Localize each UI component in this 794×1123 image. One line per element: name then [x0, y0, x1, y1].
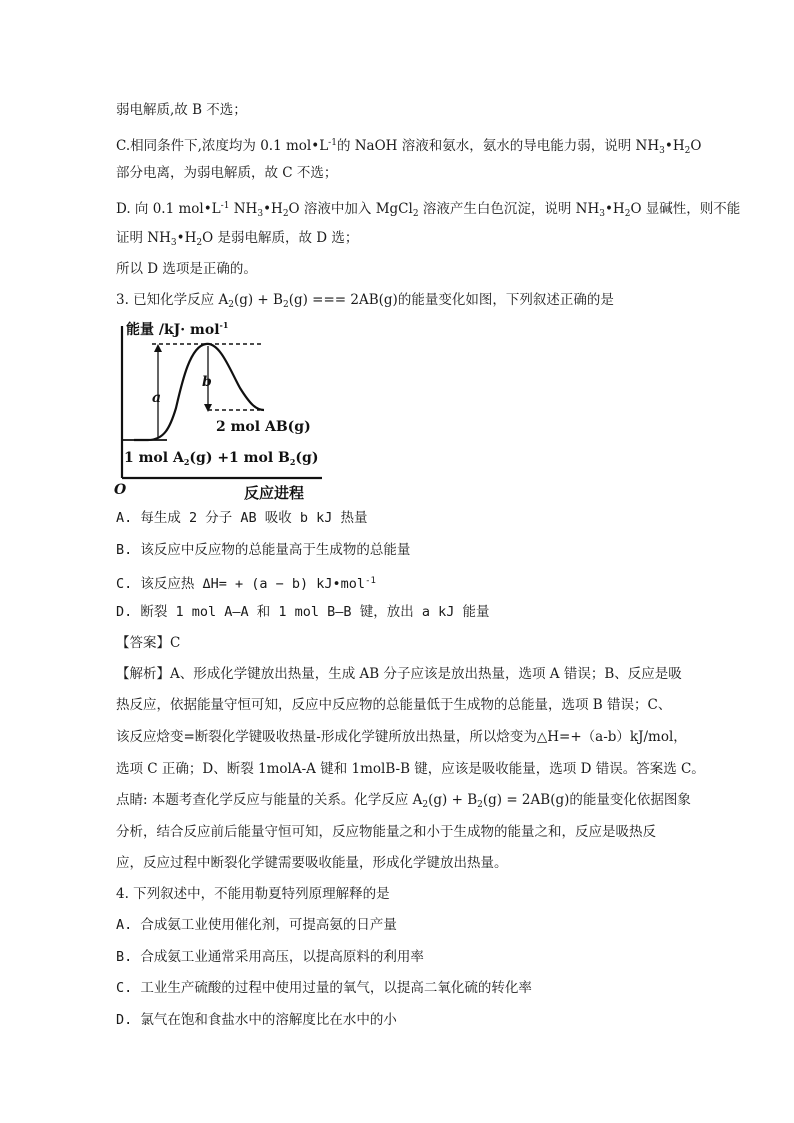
label-b: b — [202, 374, 212, 390]
x-axis-label: 反应进程 — [244, 484, 305, 502]
text-line-6: 所以 D 选项是正确的。 — [116, 261, 257, 277]
explanation-line-3: 该反应焓变=断裂化学键吸收热量-形成化学键所放出热量，所以焓变为△H=+（a-b）kJ/mol， — [116, 729, 687, 745]
note-line-2: 分析，结合反应前后能量守恒可知，反应物能量之和小于生成物的能量之和，反应是吸热反 — [116, 824, 656, 840]
note-line-1: 点睛: 本题考查化学反应与能量的关系。化学反应 $A_2(g) + B_2(g) = 2AB(g)$的能量变化依据图象 — [116, 792, 691, 810]
question-3-stem: 3. 已知化学反应 $A_2(g) + B_2(g)$ === 2AB(g)的能量变化如图，下列叙述正确的是 — [116, 292, 614, 310]
energy-diagram — [112, 316, 332, 504]
text-line-3: 部分电离，为弱电解质，故 C 不选； — [116, 165, 338, 181]
option-4b: B. 合成氨工业通常采用高压，以提高原料的利用率 — [116, 949, 424, 965]
explanation-line-4: 选项 C 正确；D、断裂 1molA-A 键和 1molB-B 键，应该是吸收能量，选项 D 错误。答案选 C。 — [116, 761, 705, 777]
option-4a: A. 合成氨工业使用催化剂，可提高氨的日产量 — [116, 917, 397, 933]
explanation-line-2: 热反应，依据能量守恒可知，反应中反应物的总能量低于生成物的总能量，选项 B 错误；C、 — [116, 697, 672, 713]
question-4-stem: 4. 下列叙述中，不能用勒夏特列原理解释的是 — [116, 886, 390, 902]
option-3c: C. 该反应热 ΔH= + (a − b) kJ•mol$^{-1}$ — [116, 576, 376, 592]
y-axis-label: 能量 /kJ· mol$^{-1}$ — [126, 320, 229, 338]
product-label: 2 mol AB(g) — [216, 419, 311, 435]
text-line-5: 证明 $NH_3•H_2O$ 是弱电解质，故 D 选； — [116, 230, 359, 248]
option-3b: B. 该反应中反应物的总能量高于生成物的总能量 — [116, 542, 411, 558]
origin-label: O — [114, 482, 127, 498]
reactant-label: 1 mol $A_2(g) +1$ mol $B_2(g)$ — [124, 450, 319, 467]
text-line-1: 弱电解质,故 B 不选； — [116, 102, 247, 118]
option-3a: A. 每生成 2 分子 AB 吸收 b kJ 热量 — [116, 510, 368, 526]
option-4c: C. 工业生产硫酸的过程中使用过量的氧气，以提高二氧化硫的转化率 — [116, 980, 532, 996]
text-line-4: D. 向 0.1 $mol•L^{-1}$ $NH_3•H_2O$ 溶液中加入 MgCl$_2$ 溶液产生白色沉淀，说明 $NH_3•H_2O$ 显碱性，则不能 — [116, 201, 741, 219]
arrow-a-head — [154, 344, 162, 352]
text-line-2: C.相同条件下,浓度均为 0.1 $mol•L^{-1}$的 NaOH 溶液和氨水，氨水的导电能力弱，说明 $NH_3•H_2O$ — [116, 138, 702, 156]
option-4d: D. 氯气在饱和食盐水中的溶解度比在水中的小 — [116, 1012, 397, 1028]
answer-line: 【答案】C — [116, 635, 181, 651]
option-3d: D. 断裂 1 mol A—A 和 1 mol B—B 键，放出 a kJ 能量 — [116, 604, 490, 620]
label-a: a — [152, 390, 162, 406]
explanation-line-1: 【解析】A、形成化学键放出热量，生成 AB 分子应该是放出热量，选项 A 错误；B、反应是吸 — [116, 666, 682, 682]
note-line-3: 应，反应过程中断裂化学键需要吸收能量，形成化学键放出热量。 — [116, 855, 508, 871]
